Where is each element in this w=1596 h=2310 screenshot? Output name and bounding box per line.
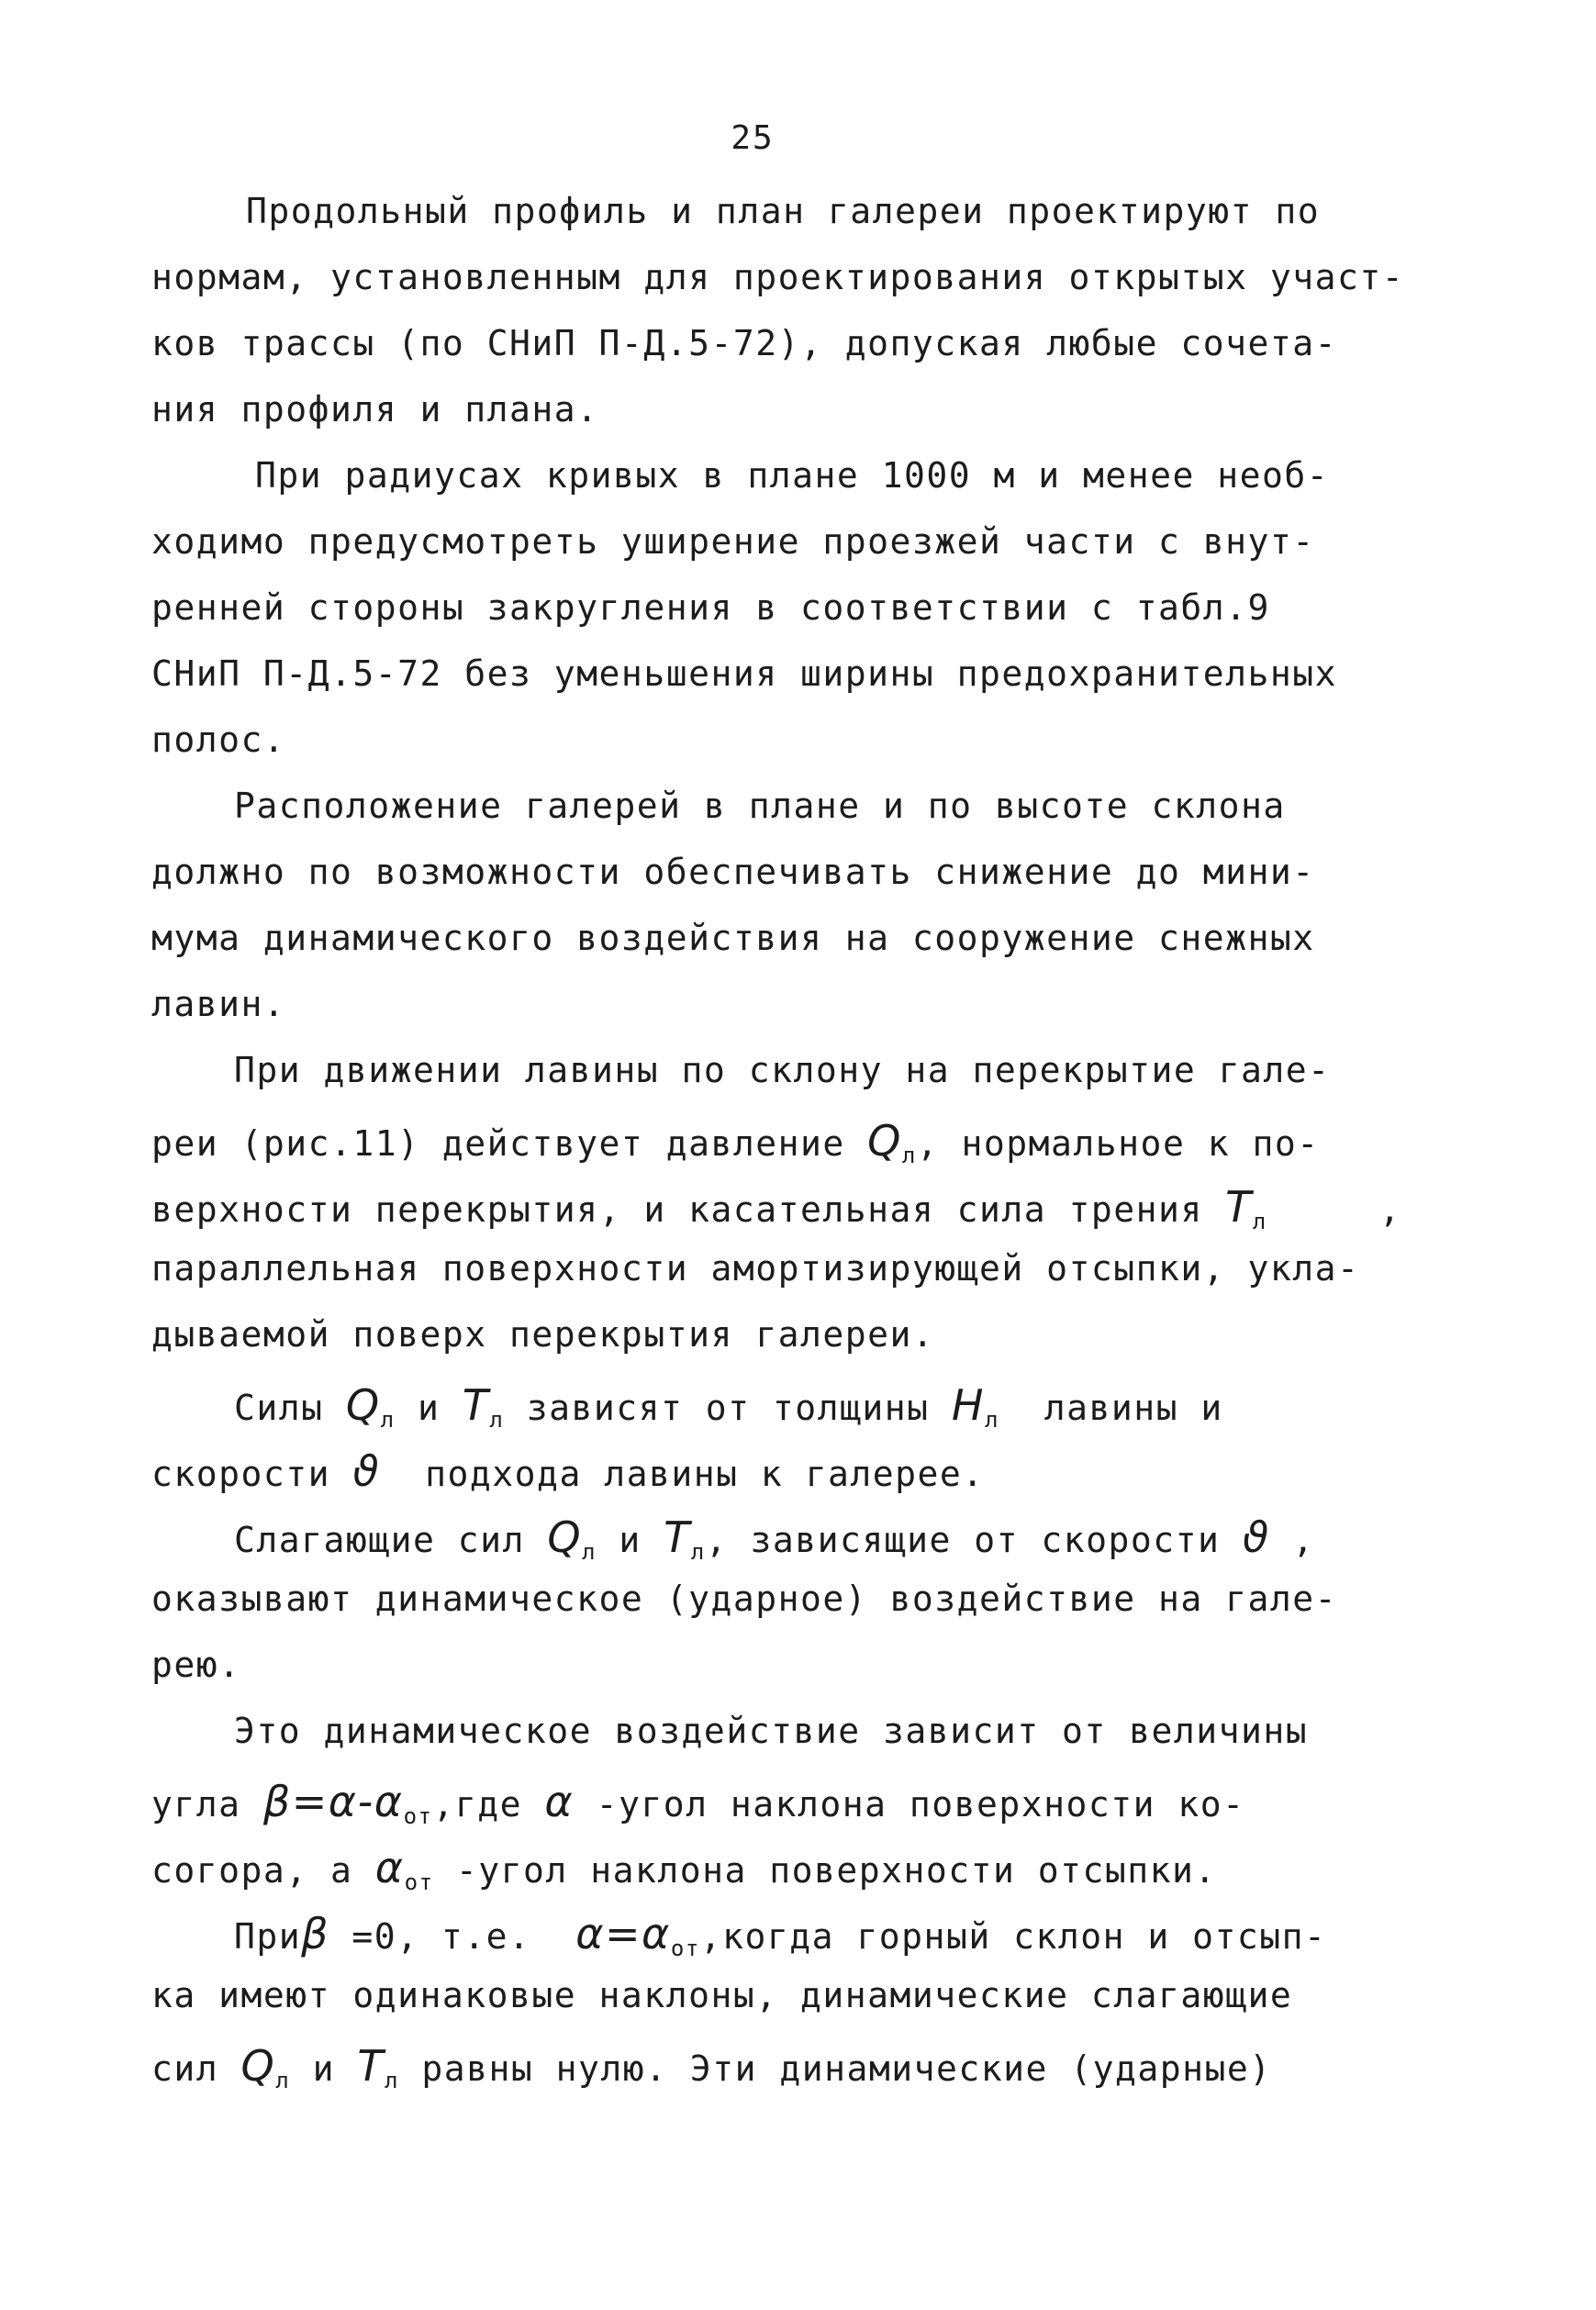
text-line: нормам, установленным для проектирования открытых участ-: [151, 257, 1405, 297]
text-line: параллельная поверхности амортизирующей отсыпки, укла-: [151, 1248, 1360, 1289]
text-line: реи (рис.11) действует давление $Q_л$, нормальное к по-: [151, 1116, 1320, 1168]
text-line: Расположение галерей в плане и по высоте склона: [234, 786, 1286, 826]
text-line: должно по возможности обеспечивать снижение до мини-: [151, 852, 1315, 892]
text-line: дываемой поверх перекрытия галереи.: [151, 1314, 935, 1355]
text-line: сил $Q_л$ и $T_л$ равны нулю. Эти динамические (ударные): [151, 2041, 1272, 2093]
text-line: Силы $Q_л$ и $T_л$ зависят от толщины $H_л$ лавины и: [234, 1380, 1223, 1433]
text-line: При движении лавины по склону на перекрытие гале-: [234, 1050, 1331, 1090]
text-line: рею.: [151, 1645, 241, 1685]
text-line: При радиусах кривых в плане 1000 м и менее необ-: [255, 455, 1330, 496]
text-line: ренней стороны закругления в соответствии с табл.9: [151, 587, 1270, 628]
text-line: верхности перекрытия, и касательная сила трения $T_л$ ,: [151, 1182, 1401, 1234]
text-line: Продольный профиль и план галереи проектируют по: [246, 191, 1321, 231]
text-line: полос.: [151, 720, 286, 760]
text-line: Слагающие сил $Q_л$ и $T_л$, зависящие от скорости ϑ ,: [234, 1512, 1315, 1565]
page-number: 25: [731, 119, 775, 157]
text-line: СНиП П-Д.5-72 без уменьшения ширины предохранительных: [151, 653, 1338, 694]
text-line: согора, а $\alpha_{от}$ -угол наклона поверхности отсыпки.: [151, 1843, 1217, 1895]
text-line: угла $\beta=\alpha-\alpha_{от},где$ α -угол наклона поверхности ко-: [151, 1777, 1245, 1829]
text-line: скорости ϑ подхода лавины к галерее.: [151, 1446, 985, 1496]
text-line: лавин.: [151, 984, 286, 1024]
text-line: мума динамического воздействия на сооружение снежных: [151, 918, 1315, 958]
text-line: ка имеют одинаковые наклоны, динамические слагающие: [151, 1975, 1293, 2015]
text-line: Это динамическое воздействие зависит от величины: [234, 1711, 1309, 1751]
text-line: ков трассы (по СНиП П-Д.5-72), допуская любые сочета-: [151, 323, 1338, 363]
text-line: Приβ =0, т.е. $\alpha=\alpha_{от},когда$ горный склон и отсып-: [234, 1909, 1327, 1961]
text-line: оказывают динамическое (ударное) воздействие на гале-: [151, 1579, 1338, 1619]
text-line: ния профиля и плана.: [151, 389, 599, 430]
text-line: ходимо предусмотреть уширение проезжей части с внут-: [151, 521, 1315, 562]
